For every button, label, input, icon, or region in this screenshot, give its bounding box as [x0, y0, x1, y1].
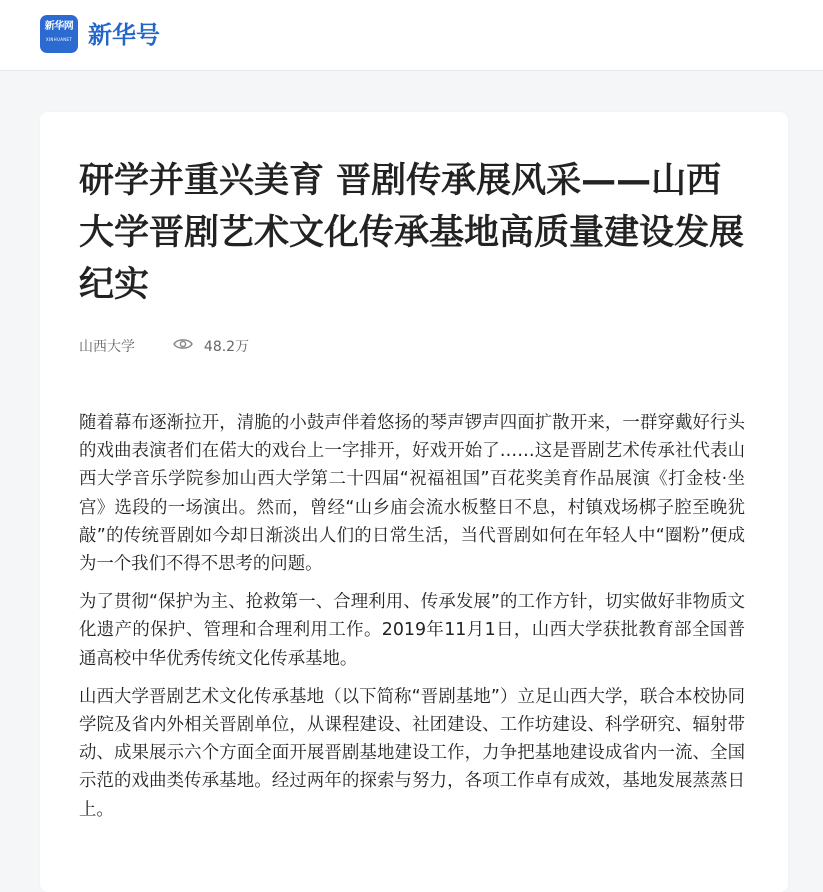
eye-icon — [173, 335, 193, 359]
top-bar — [0, 0, 823, 71]
article-title: 研学并重兴美育 晋剧传承展风采——山西大学晋剧艺术文化传承基地高质量建设发展纪实 — [79, 161, 745, 305]
view-count: 48.2万 — [203, 339, 250, 355]
source-link[interactable]: 山西大学 — [79, 339, 135, 355]
brand-title[interactable]: 新华号 — [88, 21, 160, 49]
article-meta — [79, 335, 249, 359]
article-card — [40, 112, 788, 892]
logo-subtext: XINHUANET — [45, 37, 73, 42]
article-body — [79, 409, 745, 834]
article-paragraph: 随着幕布逐渐拉开，清脆的小鼓声伴着悠扬的琴声锣声四面扩散开来，一群穿戴好行头的戏曲表演者们在偌大的戏台上一字排开，好戏开始了……这是晋剧艺术传承社代表山西大学音乐学院参加山西大学第二十四届“祝福祖国”百花奖美育作品展演《打金枝·坐宫》选段的一场演出。然而，曾经“山乡庙会流水板整日不息，村镇戏场梆子腔至晚犹敲”的传统晋剧如今却日渐淡出人们的日常生活，当代晋剧如何在年轻人中“圈粉”便成为一个我们不得不思考的问题。 — [79, 413, 745, 575]
article-paragraph: 为了贯彻“保护为主、抢救第一、合理利用、传承发展”的工作方针，切实做好非物质文化遗产的保护、管理和合理利用工作。2019年11月1日，山西大学获批教育部全国普通高校中华优秀传统文化传承基地。 — [79, 592, 745, 669]
xinhua-logo[interactable] — [40, 15, 78, 53]
article-paragraph: 山西大学晋剧艺术文化传承基地（以下简称“晋剧基地”）立足山西大学，联合本校协同学院及省内外相关晋剧单位，从课程建设、社团建设、工作坊建设、科学研究、辐射带动、成果展示六个方面全面开展晋剧基地建设工作，力争把基地建设成省内一流、全国示范的戏曲类传承基地。经过两年的探索与努力，各项工作卓有成效，基地发展蒸蒸日上。 — [79, 686, 745, 820]
logo-text: 新华网 — [44, 21, 74, 32]
